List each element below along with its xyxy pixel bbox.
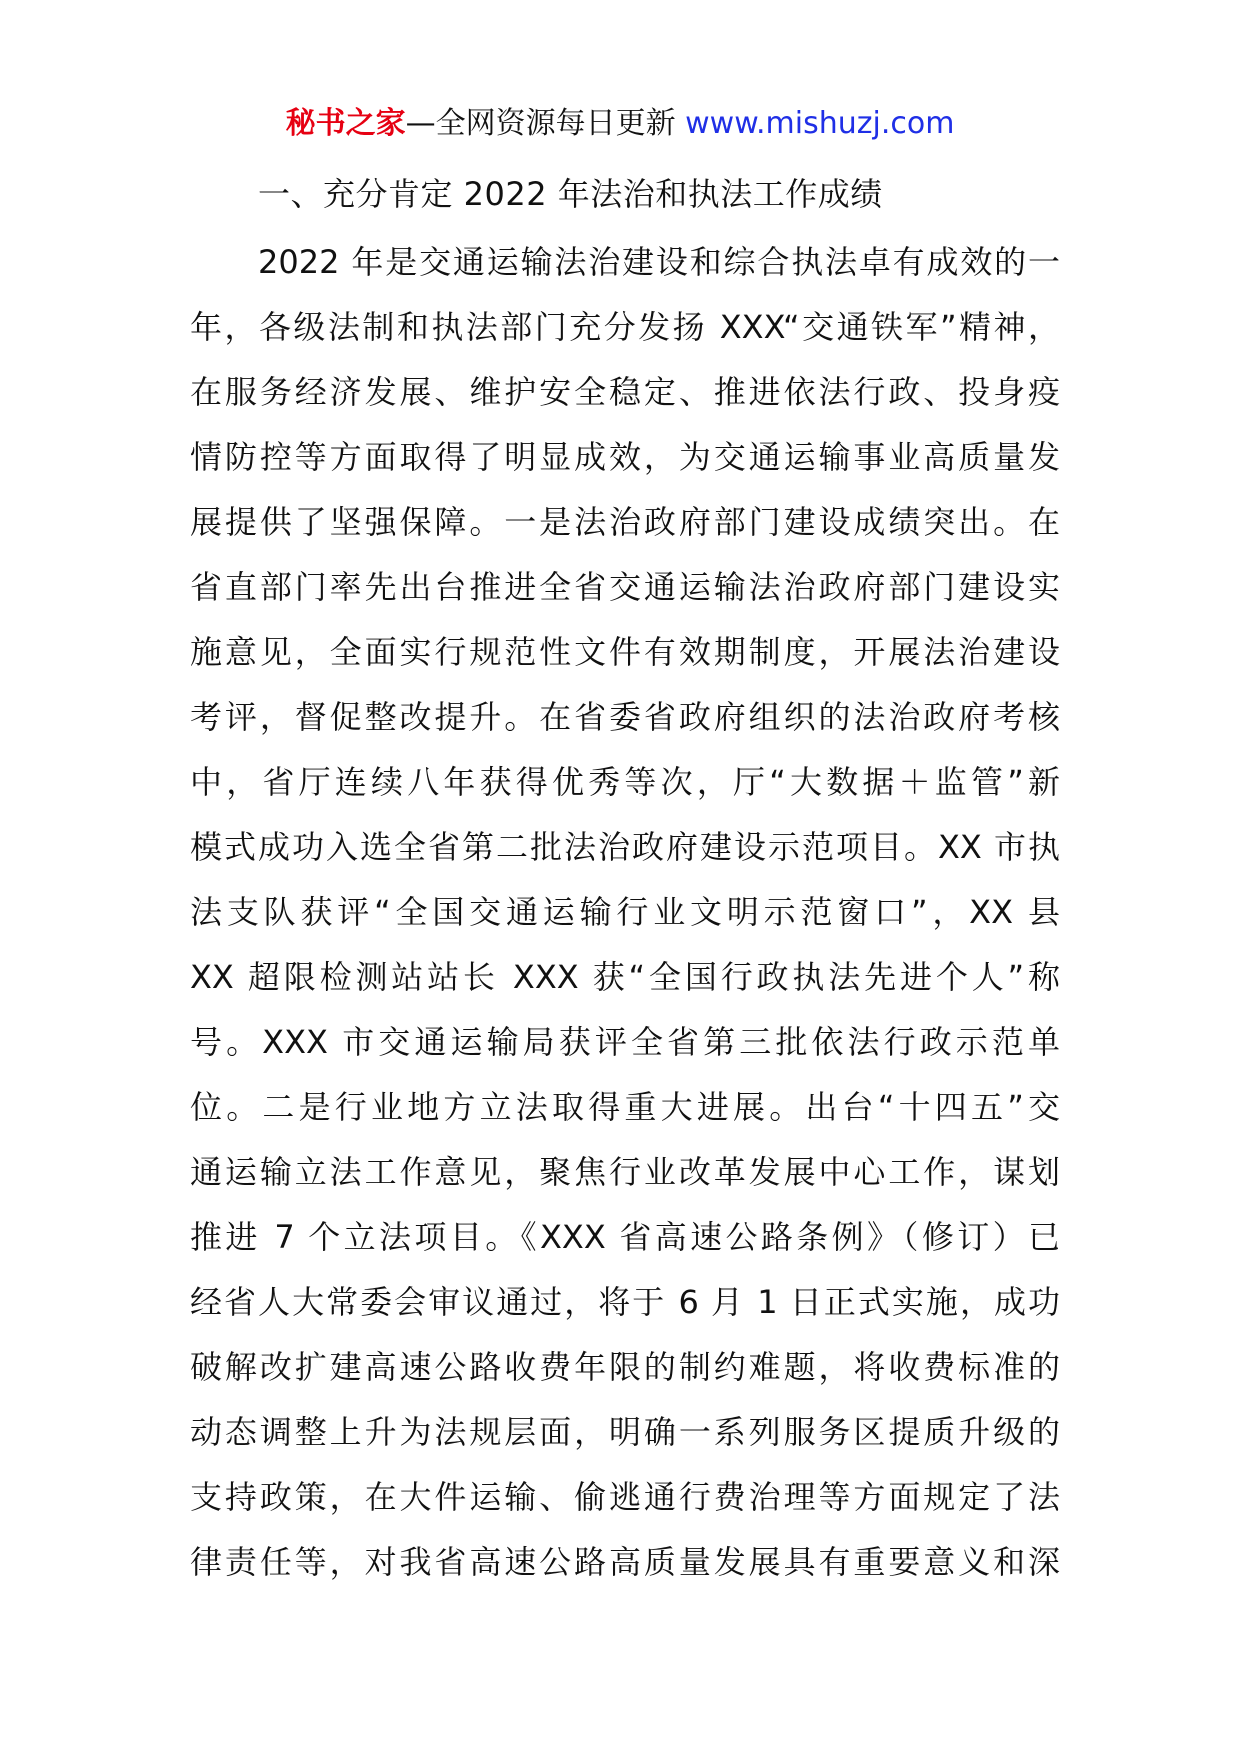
- paragraph-line: 省直部门率先出台推进全省交通运输法治政府部门建设实: [190, 568, 1060, 606]
- paragraph-line: 法支队获评“全国交通运输行业文明示范窗口”，XX 县: [190, 893, 1060, 931]
- paragraph-line: 动态调整上升为法规层面，明确一系列服务区提质升级的: [190, 1413, 1060, 1451]
- paragraph-line: 模式成功入选全省第二批法治政府建设示范项目。XX 市执: [190, 828, 1060, 866]
- paragraph-line: 展提供了坚强保障。一是法治政府部门建设成绩突出。在: [190, 503, 1060, 541]
- site-url-link[interactable]: www.mishuzj.com: [685, 106, 955, 141]
- header-tagline: —全网资源每日更新: [405, 106, 676, 141]
- paragraph-line: 律责任等，对我省高速公路高质量发展具有重要意义和深: [190, 1543, 1060, 1581]
- paragraph-line: 通运输立法工作意见，聚焦行业改革发展中心工作，谋划: [190, 1153, 1060, 1191]
- section-heading: 一、充分肯定 2022 年法治和执法工作成绩: [258, 175, 883, 213]
- paragraph-line: 考评，督促整改提升。在省委省政府组织的法治政府考核: [190, 698, 1060, 736]
- paragraph-line: 推进 7 个立法项目。《XXX 省高速公路条例》（修订）已: [190, 1218, 1060, 1256]
- paragraph-line: 情防控等方面取得了明显成效，为交通运输事业高质量发: [190, 438, 1060, 476]
- brand-name: 秘书之家: [285, 106, 406, 141]
- paragraph-line: 位。二是行业地方立法取得重大进展。出台“十四五”交: [190, 1088, 1060, 1126]
- paragraph-line: 在服务经济发展、维护安全稳定、推进依法行政、投身疫: [190, 373, 1060, 411]
- paragraph-line: 支持政策，在大件运输、偷逃通行费治理等方面规定了法: [190, 1478, 1060, 1516]
- page-header: [0, 100, 1240, 148]
- paragraph-line: 破解改扩建高速公路收费年限的制约难题，将收费标准的: [190, 1348, 1060, 1386]
- paragraph-line: XX 超限检测站站长 XXX 获“全国行政执法先进个人”称: [190, 958, 1060, 996]
- paragraph-line: 年，各级法制和执法部门充分发扬 XXX“交通铁军”精神，: [190, 308, 1060, 346]
- paragraph-line: 施意见，全面实行规范性文件有效期制度，开展法治建设: [190, 633, 1060, 671]
- paragraph-line: 经省人大常委会审议通过，将于 6 月 1 日正式实施，成功: [190, 1283, 1060, 1321]
- paragraph-line: 号。XXX 市交通运输局获评全省第三批依法行政示范单: [190, 1023, 1060, 1061]
- body-paragraph: [190, 230, 1060, 1595]
- paragraph-line: 2022 年是交通运输法治建设和综合执法卓有成效的一: [258, 243, 1060, 281]
- paragraph-line: 中，省厅连续八年获得优秀等次，厅“大数据＋监管”新: [190, 763, 1060, 801]
